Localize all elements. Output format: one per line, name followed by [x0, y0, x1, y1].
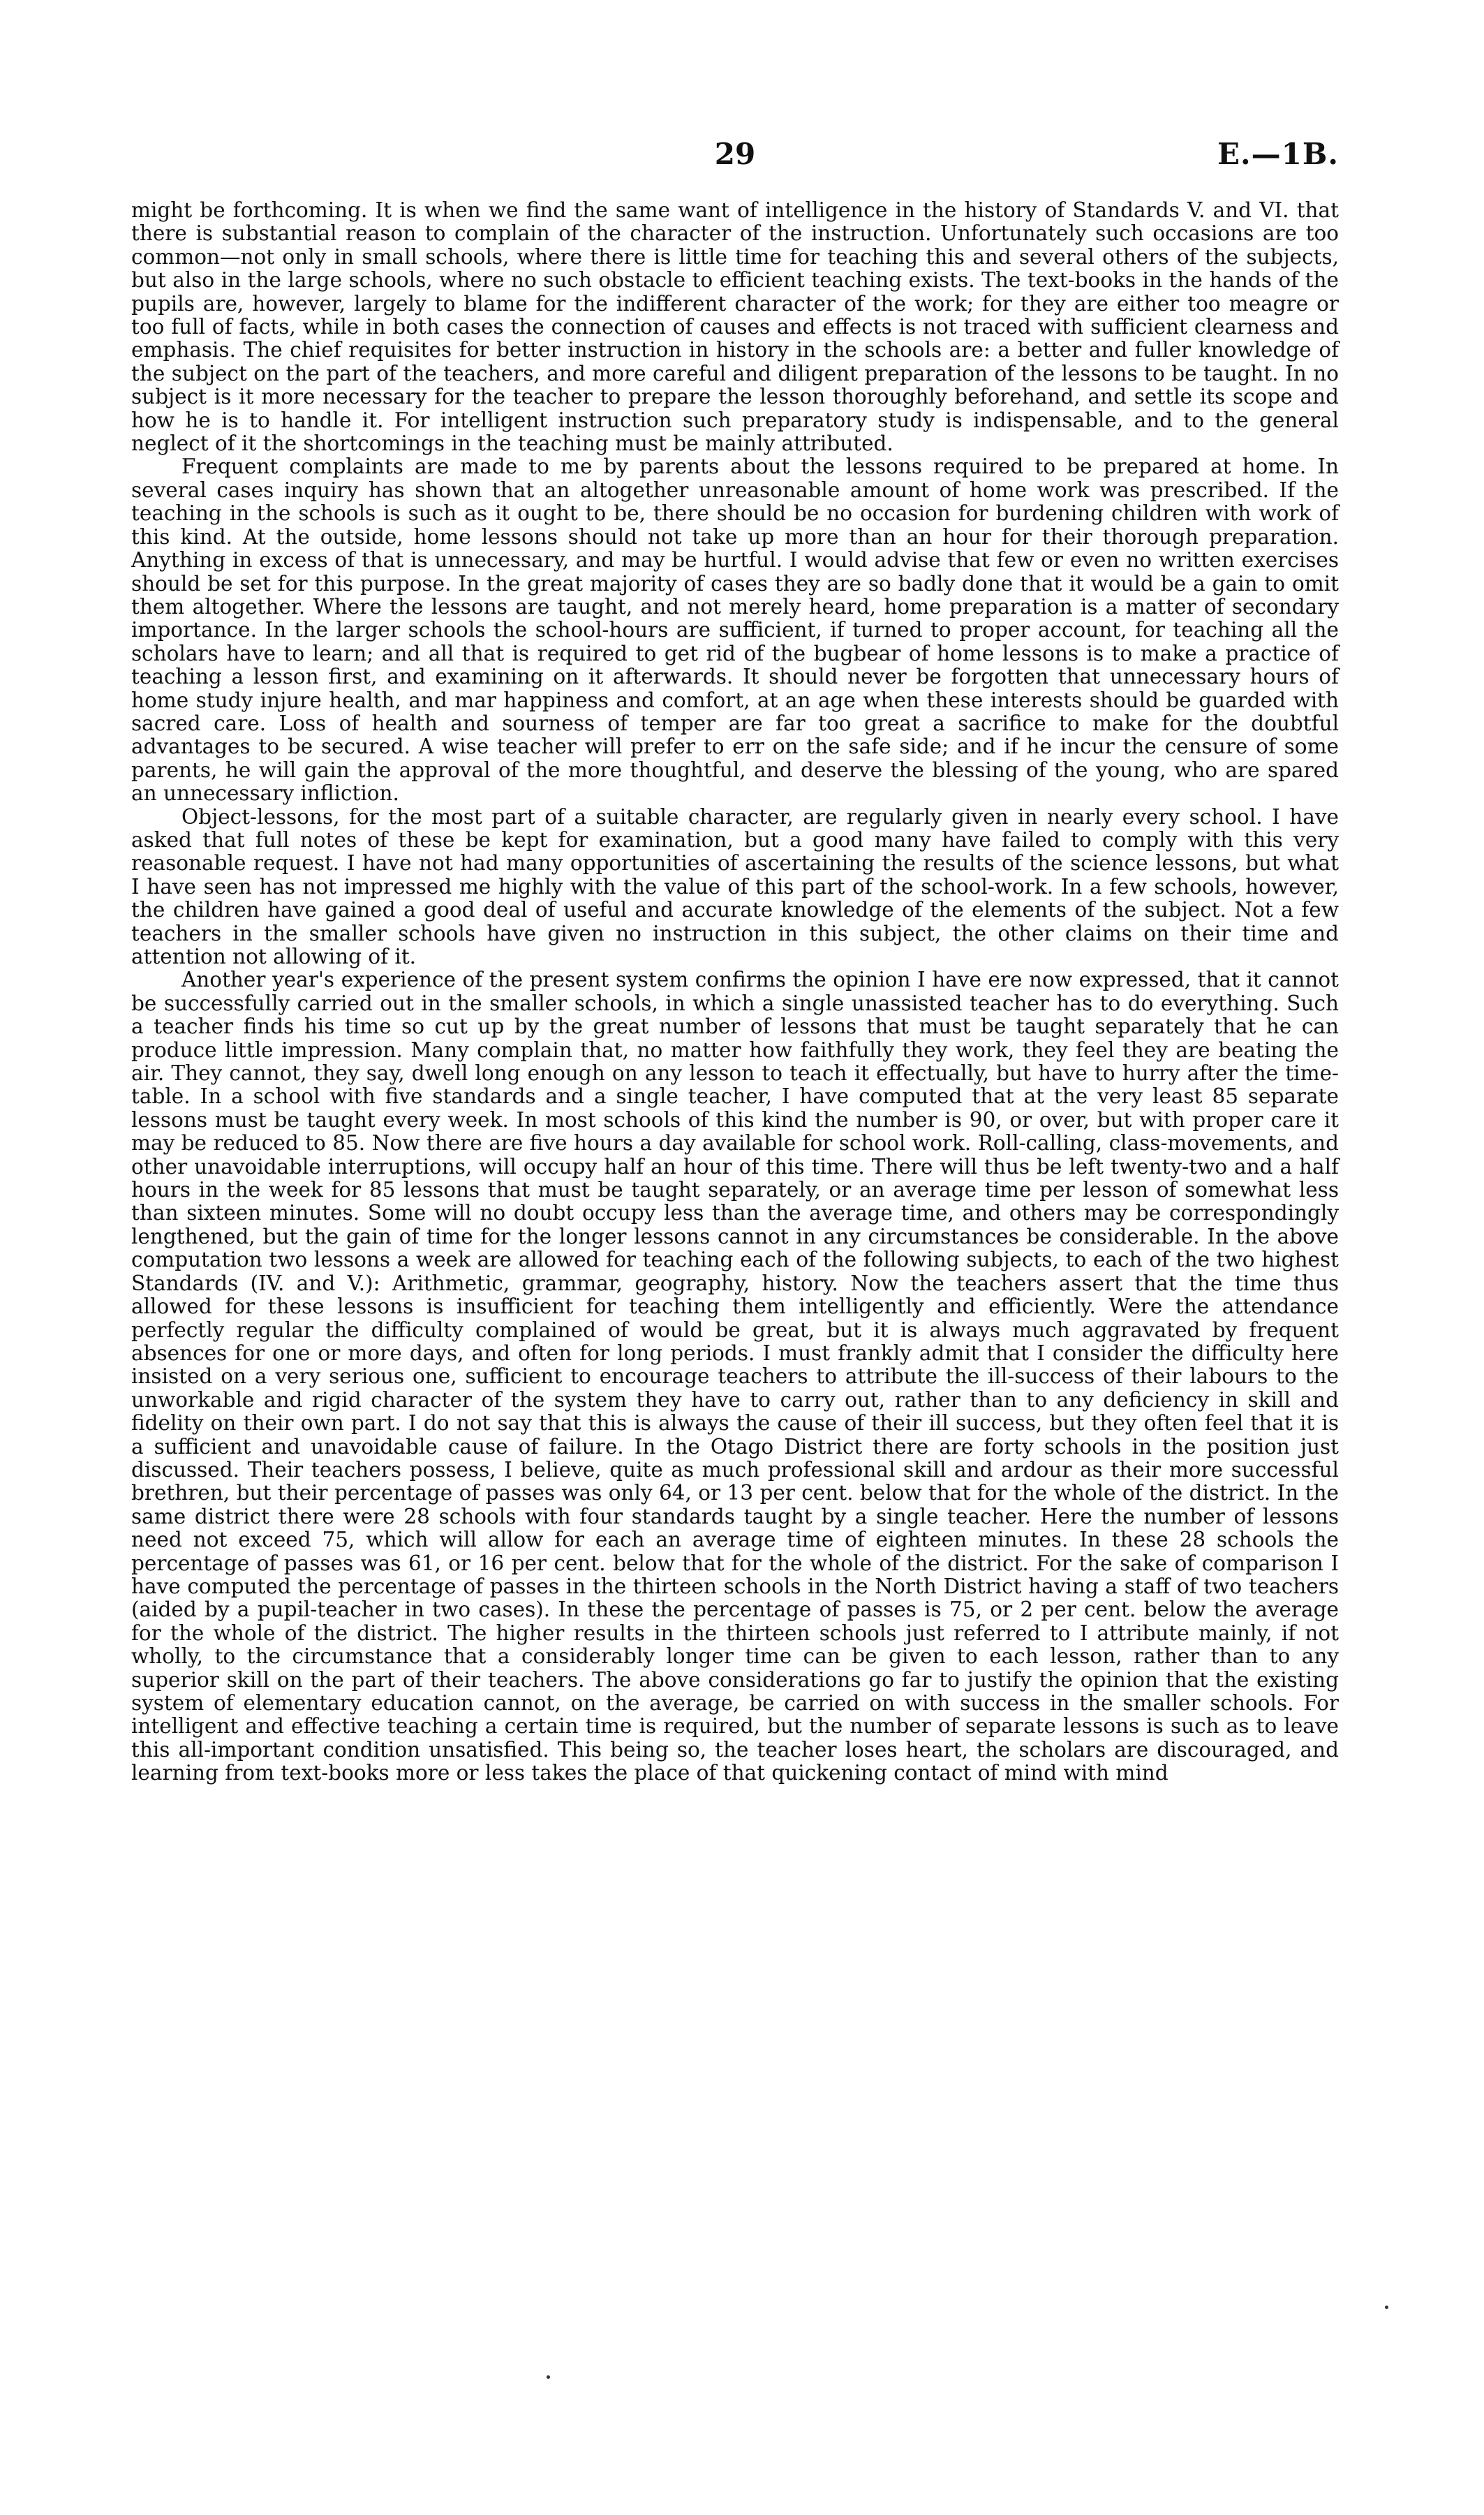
stray-mark — [1385, 2306, 1388, 2309]
paragraph-home-lessons: Frequent complaints are made to me by parents about the lessons required to be prepared at home. In several cases inquiry has shown that an altogether unreasonable amount of home work was prescribed. If the teaching in the schools is such as it ought to be, there should be no occasion for burdening children with work of this kind. At the outside, home lessons should not take up more than an hour for their thorough preparation. Anything in excess of that is unnecessary, and may be hurtful. I would advise that few or even no written exercises should be set for this purpose. In the great majority of cases they are so badly done that it would be a gain to omit them altogether. Where the lessons are taught, and not merely heard, home preparation is a matter of secondary importance. In the larger schools the school-hours are sufficient, if turned to proper account, for teaching all the scholars have to learn; and all that is required to get rid of the bugbear of home lessons is to make a practice of teaching a lesson first, and examining on it afterwards. It should never be forgotten that unnecessary hours of home study injure health, and mar happiness and comfort, at an age when these interests should be guarded with sacred care. Loss of health and sourness of temper are far too great a sacrifice to make for the doubtful advantages to be secured. A wise teacher will prefer to err on the safe side; and if he incur the censure of some parents, he will gain the approval of the more thoughtful, and deserve the blessing of the young, who are spared an unnecessary infliction. — [131, 455, 1339, 806]
stray-mark — [547, 2375, 550, 2379]
page-number: 29 — [714, 137, 756, 171]
page-header — [131, 137, 1339, 179]
paragraph-object-lessons: Object-lessons, for the most part of a suitable character, are regularly given in nearly every school. I have asked that full notes of these be kept for examination, but a good many have failed to comply with this very reasonable request. I have not had many opportunities of ascertaining the results of the science lessons, but what I have seen has not impressed me highly with the value of this part of the school-work. In a few schools, however, the children have gained a good deal of useful and accurate knowledge of the elements of the subject. Not a few teachers in the smaller schools have given no instruction in this subject, the other claims on their time and attention not allowing of it. — [131, 804, 1339, 968]
document-reference: E.—1B. — [1217, 137, 1339, 171]
paragraph-small-schools: Another year's experience of the present system confirms the opinion I have ere now expressed, that it cannot be successfully carried out in the smaller schools, in which a single unassisted teacher has to do everything. Such a teacher finds his time so cut up by the great number of lessons that must be taught separately that he can produce little impression. Many complain that, no matter how faithfully they work, they feel they are beating the air. They cannot, they say, dwell long enough on any lesson to teach it effectually, but have to hurry after the time-table. In a school with five standards and a single teacher, I have computed that at the very least 85 separate lessons must be taught every week. In most schools of this kind the number is 90, or over, but with proper care it may be reduced to 85. Now there are five hours a day available for school work. Roll-calling, class-movements, and other unavoidable interruptions, will occupy half an hour of this time. There will thus be left twenty-two and a half hours in the week for 85 lessons that must be taught separately, or an average time per lesson of somewhat less than sixteen minutes. Some will no doubt occupy less than the average time, and others may be correspondingly lengthened, but the gain of time for the longer lessons cannot in any circumstances be considerable. In the above computation two lessons a week are allowed for teaching each of the following subjects, to each of the two highest Standards (IV. and V.): Arithmetic, grammar, geography, history. Now the teachers assert that the time thus allowed for these lessons is insufficient for teaching them intelligently and efficiently. Were the attendance perfectly regular the difficulty complained of would be great, but it is always much aggravated by frequent absences for one or more days, and often for long periods. I must frankly admit that I consider the difficulty here insisted on a very serious one, sufficient to encourage teachers to attribute the ill-success of their labours to the unworkable and rigid character of the system they have to carry out, rather than to any deficiency in skill and fidelity on their own part. I do not say that this is always the cause of their ill success, but they often feel that it is a sufficient and unavoidable cause of failure. In the Otago District there are forty schools in the position just discussed. Their teachers possess, I believe, quite as much professional skill and ardour as their more successful brethren, but their percentage of passes was only 64, or 13 per cent. below that for the whole of the district. In the same district there were 28 schools with four standards taught by a single teacher. Here the number of lessons need not exceed 75, which will allow for each an average time of eighteen minutes. In these 28 schools the percentage of passes was 61, or 16 per cent. below that for the whole of the district. For the sake of comparison I have computed the percentage of passes in the thirteen schools in the North District having a staff of two teachers (aided by a pupil-teacher in two cases). In these the percentage of passes is 75, or 2 per cent. below the average for the whole of the district. The higher results in the thirteen schools just referred to I attribute mainly, if not wholly, to the circumstance that a considerably longer time can be given to each lesson, rather than to any superior skill on the part of their teachers. The above considerations go far to justify the opinion that the existing system of elementary education cannot, on the average, be carried on with success in the smaller schools. For intelligent and effective teaching a certain time is required, but the number of separate lessons is such as to leave this all-important condition unsatisfied. This being so, the teacher loses heart, the scholars are discouraged, and learning from text-books more or less takes the place of that quickening contact of mind with mind — [131, 968, 1339, 1785]
paragraph-history: might be forthcoming. It is when we find the same want of intelligence in the history of Standards V. and VI. that there is substantial reason to complain of the character of the instruction. Unfortunately such occasions are too common—not only in small schools, where there is little time for teaching this and several others of the subjects, but also in the large schools, where no such obstacle to efficient teaching exists. The text-books in the hands of the pupils are, however, largely to blame for the indifferent character of the work; for they are either too meagre or too full of facts, while in both cases the connection of causes and effects is not traced with sufficient clearness and emphasis. The chief requisites for better instruction in history in the schools are: a better and fuller knowledge of the subject on the part of the teachers, and more careful and diligent preparation of the lessons to be taught. In no subject is it more necessary for the teacher to prepare the lesson thoroughly beforehand, and settle its scope and how he is to handle it. For intelligent instruction such preparatory study is indispensable, and to the general neglect of it the shortcomings in the teaching must be mainly attributed. — [131, 198, 1339, 456]
body-text — [131, 199, 1339, 1785]
